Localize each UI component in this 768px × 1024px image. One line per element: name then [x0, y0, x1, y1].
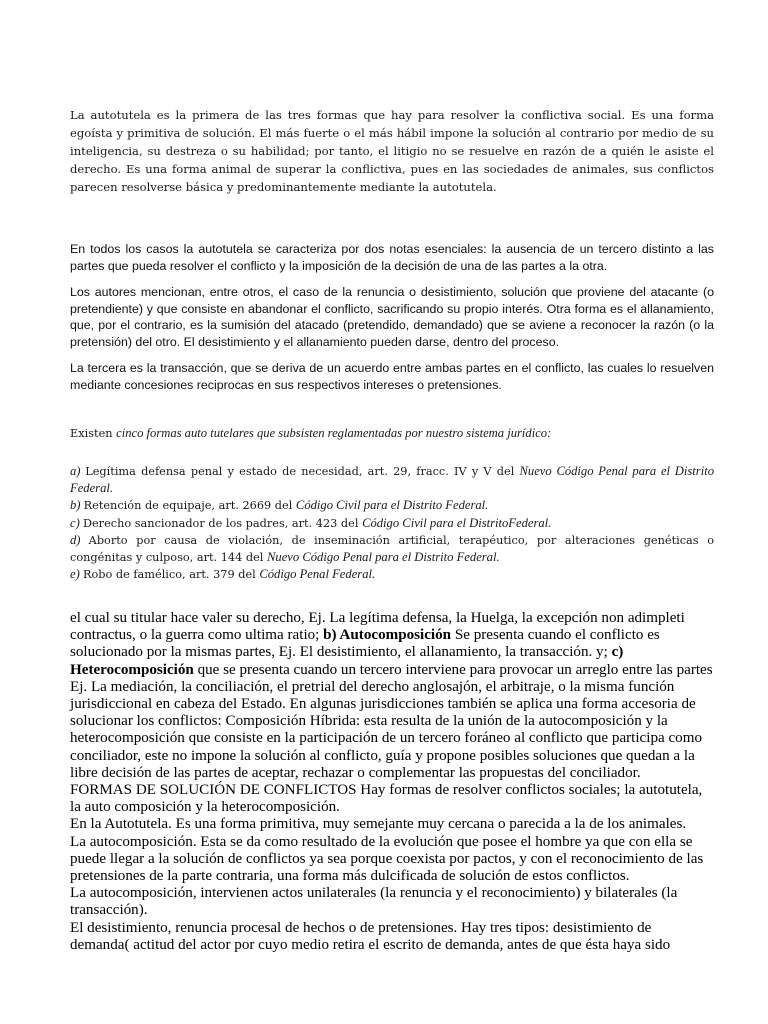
paragraph-notas-esenciales: En todos los casos la autotutela se caracteriza por dos notas esenciales: la ausencia de un tercero distinto a las partes que pueda resolver el conflicto y la imposición de la decisión de una de las partes a la otra. — [70, 242, 714, 273]
paragraph-transaccion: La tercera es la transacción, que se deriva de un acuerdo entre ambas partes en el conflicto, las cuales lo resuelven mediante concesiones reciprocas en sus respectivos intereses o pretensiones. — [70, 361, 714, 392]
paragraph-autotutela: La autotutela es la primera de las tres formas que hay para resolver la conflictiva social. Es una forma egoísta y primitiva de solución. El más fuerte o el más hábil impone la solución al contrario por medio de su inteligencia, su destreza o su habilidad; por tanto, el litigio no se resuelve en razón de a quién le asiste el derecho. Es una forma animal de superar la conflictiva, pues en las sociedades de animales, sus conflictos parecen resolverse básica y predominantemente mediante la autotutela. — [70, 108, 714, 194]
paragraph-desistimiento-allanamiento: Los autores mencionan, entre otros, el caso de la renuncia o desistimiento, solución que proviene del atacante (o pretendiente) y que consiste en abandonar el conflicto, sacrificando su propio interés. Otra forma es el allanamiento, que, por el contrario, es la sumisión del atacado (pretendido, demandado) que se aviene a reconocer la razón (o la pretensión) del otro. El desistimiento y el allanamiento pueden darse, dentro del proceso. — [70, 285, 714, 349]
list-item: a) Legítima defensa penal y estado de necesidad, art. 29, fracc. IV y V del Nuevo Código Penal para el Distrito Federal. — [70, 464, 714, 496]
paragraph-autotutela-primitiva: En la Autotutela. Es una forma primitiva, muy semejante muy cercana o parecida a la de los animales. — [70, 816, 687, 833]
list-item: d) Aborto por causa de violación, de inseminación artificial, terapéutico, por alteraciones genéticas o congénitas y culposo, art. 144 del Nuevo Código Penal para el Distrito Federal. — [70, 532, 715, 565]
intro-italic: cinco formas auto tutelares que subsisten reglamentadas por nuestro sistema jurídico: — [116, 426, 552, 440]
intro-lead: Existen — [70, 427, 117, 440]
list-item: b) Retención de equipaje, art. 2669 del Código Civil para el Distrito Federal. — [70, 498, 489, 513]
paragraph-actos: La autocomposición, intervienen actos unilaterales (la renuncia y el reconocimiento) y bilaterales (la transacción). — [70, 885, 678, 919]
intro-formas — [70, 425, 714, 442]
paragraph-formas-solucion: FORMAS DE SOLUCIÓN DE CONFLICTOS Hay formas de resolver conflictos sociales; la autotutela, la auto composición y la heterocomposición. — [70, 782, 703, 816]
list-item: e) Robo de famélico, art. 379 del Código Penal Federal. — [70, 567, 376, 582]
paragraph-autocomposicion-evolucion: La autocomposición. Esta se da como resultado de la evolución que posee el hombre ya que con ella se puede llegar a la solución de conflictos ya sea porque coexista por pactos, y con el reconocimiento de las pretensiones de la parte contraria, una forma más dulcificada de solución de estos conflictos. — [70, 833, 704, 885]
list-formas — [70, 463, 714, 583]
body-text — [70, 610, 714, 954]
heading-autocomposicion: b) Autocomposición — [323, 627, 452, 644]
list-item: c) Derecho sancionador de los padres, art. 423 del Código Civil para el DistritoFederal. — [70, 515, 552, 530]
section-caracteristicas — [70, 241, 714, 403]
paragraph-desistimiento: El desistimiento, renuncia procesal de hechos o de pretensiones. Hay tres tipos: desistimiento de demanda( actitud del actor por cuyo medio retira el escrito de demanda, antes de que ésta haya sido — [70, 919, 671, 953]
heading-heterocomposicion: c) Heterocomposición — [70, 644, 624, 678]
paragraph-formas-autocomposicion: el cual su titular hace valer su derecho, Ej. La legítima defensa, la Huelga, la excepción non adimpleti contractus, o la guerra como ultima ratio; b) Autocomposición Se presenta cuando el conflicto es solucionado por la mismas partes, Ej. El desistimiento, el allanamiento, la transacción. y; c) Heterocomposición que se presenta cuando un tercero interviene para provocar un arreglo entre las partes Ej. La mediación, la conciliación, el pretrial del derecho anglosajón, el arbitraje, o la misma función jurisdiccional en cabeza del Estado. En algunas jurisdicciones también se aplica una forma accesoria de solucionar los conflictos: Composición Híbrida: esta resulta de la unión de la autocomposición y la heterocomposición que consiste en la participación de un tercero foráneo al conflicto que participa como conciliador, este no impone la solución al conflicto, guía y propone posibles soluciones que quedan a la libre decisión de las partes de aceptar, rechazar o complementar las propuestas del conciliador. — [70, 610, 713, 781]
